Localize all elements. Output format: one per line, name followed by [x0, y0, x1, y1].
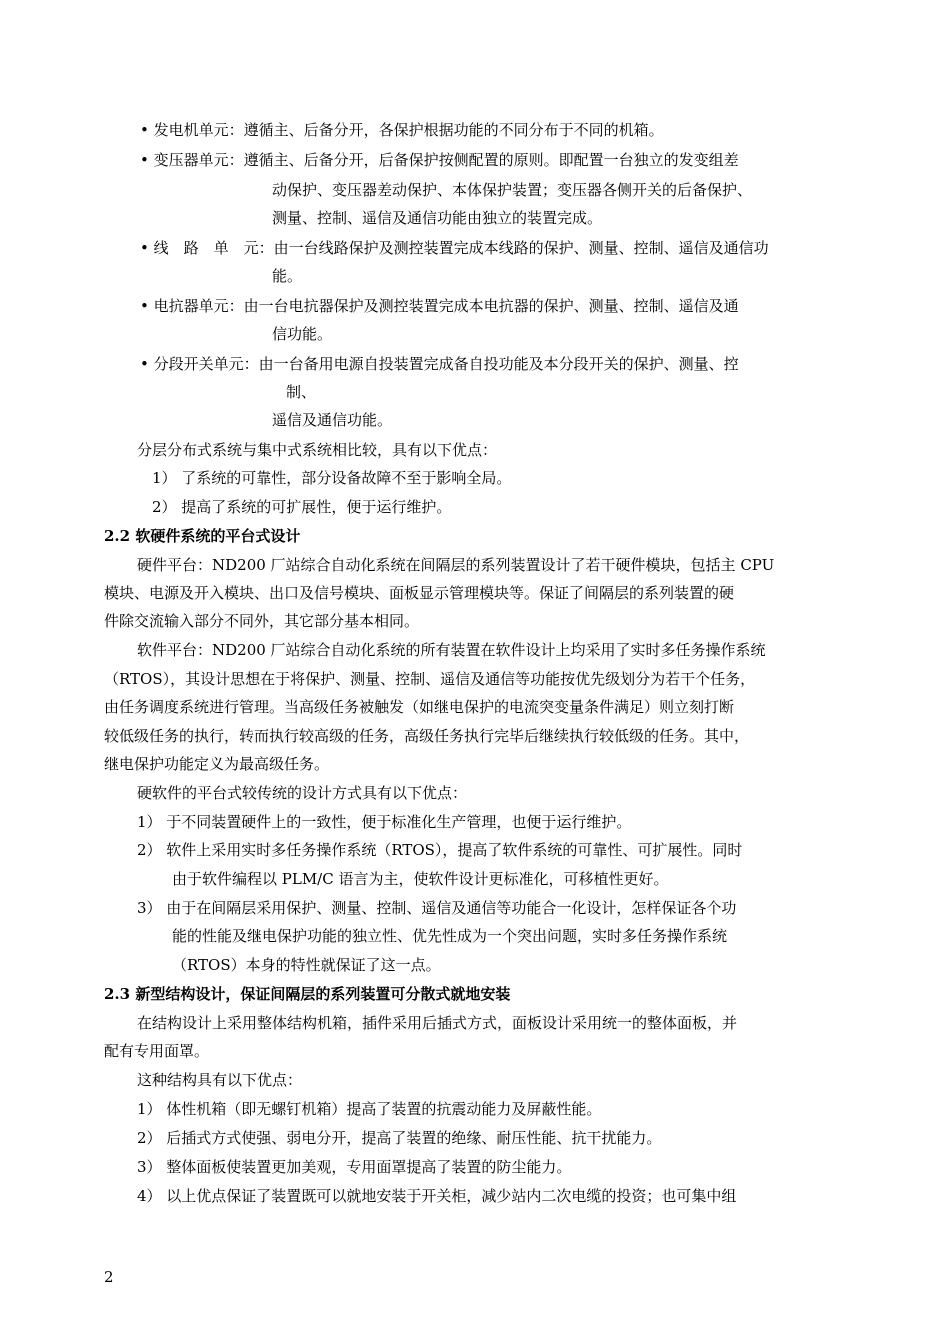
- text-line: • 线 路 单 元：由一台线路保护及测控装置完成本线路的保护、测量、控制、遥信及通信功: [140, 239, 769, 257]
- text-line: 这种结构具有以下优点：: [137, 1071, 303, 1089]
- text-line: • 分段开关单元：由一台备用电源自投装置完成备自投功能及本分段开关的保护、测量、控: [140, 355, 739, 373]
- text-line: 2） 软件上采用实时多任务操作系统（RTOS），提高了软件系统的可靠性、可扩展性。同时: [137, 841, 743, 859]
- text-line: 模块、电源及开入模块、出口及信号模块、面板显示管理模块等。保证了间隔层的系列装置的硬: [104, 584, 735, 602]
- text-line: 3） 由于在间隔层采用保护、测量、控制、遥信及通信等功能合一化设计，怎样保证各个功: [137, 899, 737, 917]
- text-line: 分层分布式系统与集中式系统相比较，具有以下优点：: [137, 441, 498, 459]
- text-line: 动保护、变压器差动保护、本体保护装置；变压器各侧开关的后备保护、: [272, 181, 753, 199]
- text-line: 2） 后插式方式使强、弱电分开，提高了装置的绝缘、耐压性能、抗干扰能力。: [137, 1129, 662, 1147]
- text-line: 较低级任务的执行，转而执行较高级的任务，高级任务执行完毕后继续执行较低级的任务。其中，: [104, 727, 750, 745]
- text-line: （RTOS），其设计思想在于将保护、测量、控制、遥信及通信等功能按优先级划分为若干个任务，: [104, 670, 756, 688]
- text-line: • 变压器单元：遵循主、后备分开，后备保护按侧配置的原则。即配置一台独立的发变组差: [140, 151, 739, 169]
- text-line: 在结构设计上采用整体结构机箱，插件采用后插式方式，面板设计采用统一的整体面板，并: [137, 1014, 738, 1032]
- page-number: 2: [104, 1268, 114, 1286]
- text-line: • 发电机单元：遵循主、后备分开，各保护根据功能的不同分布于不同的机箱。: [140, 121, 664, 139]
- section-heading: 2.3 新型结构设计，保证间隔层的系列装置可分散式就地安装: [104, 985, 511, 1003]
- text-line: 信功能。: [272, 325, 333, 343]
- text-line: 软件平台：ND200 厂站综合自动化系统的所有装置在软件设计上均采用了实时多任务操作系统: [137, 641, 766, 659]
- text-line: 制、: [286, 383, 317, 401]
- text-line: 测量、控制、遥信及通信功能由独立的装置完成。: [272, 209, 603, 227]
- text-line: 继电保护功能定义为最高级任务。: [104, 755, 330, 773]
- text-line: • 电抗器单元：由一台电抗器保护及测控装置完成本电抗器的保护、测量、控制、遥信及通: [140, 297, 739, 315]
- text-line: 由任务调度系统进行管理。当高级任务被触发（如继电保护的电流突变量条件满足）则立刻打断: [104, 698, 735, 716]
- text-line: 3） 整体面板使装置更加美观，专用面罩提高了装置的防尘能力。: [137, 1158, 572, 1176]
- text-line: 能的性能及继电保护功能的独立性、优先性成为一个突出问题，实时多任务操作系统: [172, 927, 728, 945]
- text-line: 硬软件的平台式较传统的设计方式具有以下优点：: [137, 784, 468, 802]
- text-line: 2） 提高了系统的可扩展性，便于运行维护。: [152, 498, 452, 516]
- text-line: 硬件平台：ND200 厂站综合自动化系统在间隔层的系列装置设计了若干硬件模块，包括主 CPU: [137, 556, 775, 574]
- text-line: （RTOS）本身的特性就保证了这一点。: [172, 956, 441, 974]
- text-line: 遥信及通信功能。: [272, 411, 393, 429]
- text-line: 件除交流输入部分不同外，其它部分基本相同。: [104, 612, 420, 630]
- text-line: 配有专用面罩。: [104, 1042, 210, 1060]
- section-heading: 2.2 软硬件系统的平台式设计: [104, 527, 301, 545]
- text-line: 1） 于不同装置硬件上的一致性，便于标准化生产管理，也便于运行维护。: [137, 813, 632, 831]
- text-line: 由于软件编程以 PLM/C 语言为主，使软件设计更标准化，可移植性更好。: [172, 870, 669, 888]
- text-line: 能。: [272, 267, 303, 285]
- text-line: 1） 体性机箱（即无螺钉机箱）提高了装置的抗震动能力及屏蔽性能。: [137, 1100, 602, 1118]
- text-line: 1） 了系统的可靠性，部分设备故障不至于影响全局。: [152, 469, 512, 487]
- text-line: 4） 以上优点保证了装置既可以就地安装于开关柜，减少站内二次电缆的投资；也可集中组: [137, 1187, 737, 1205]
